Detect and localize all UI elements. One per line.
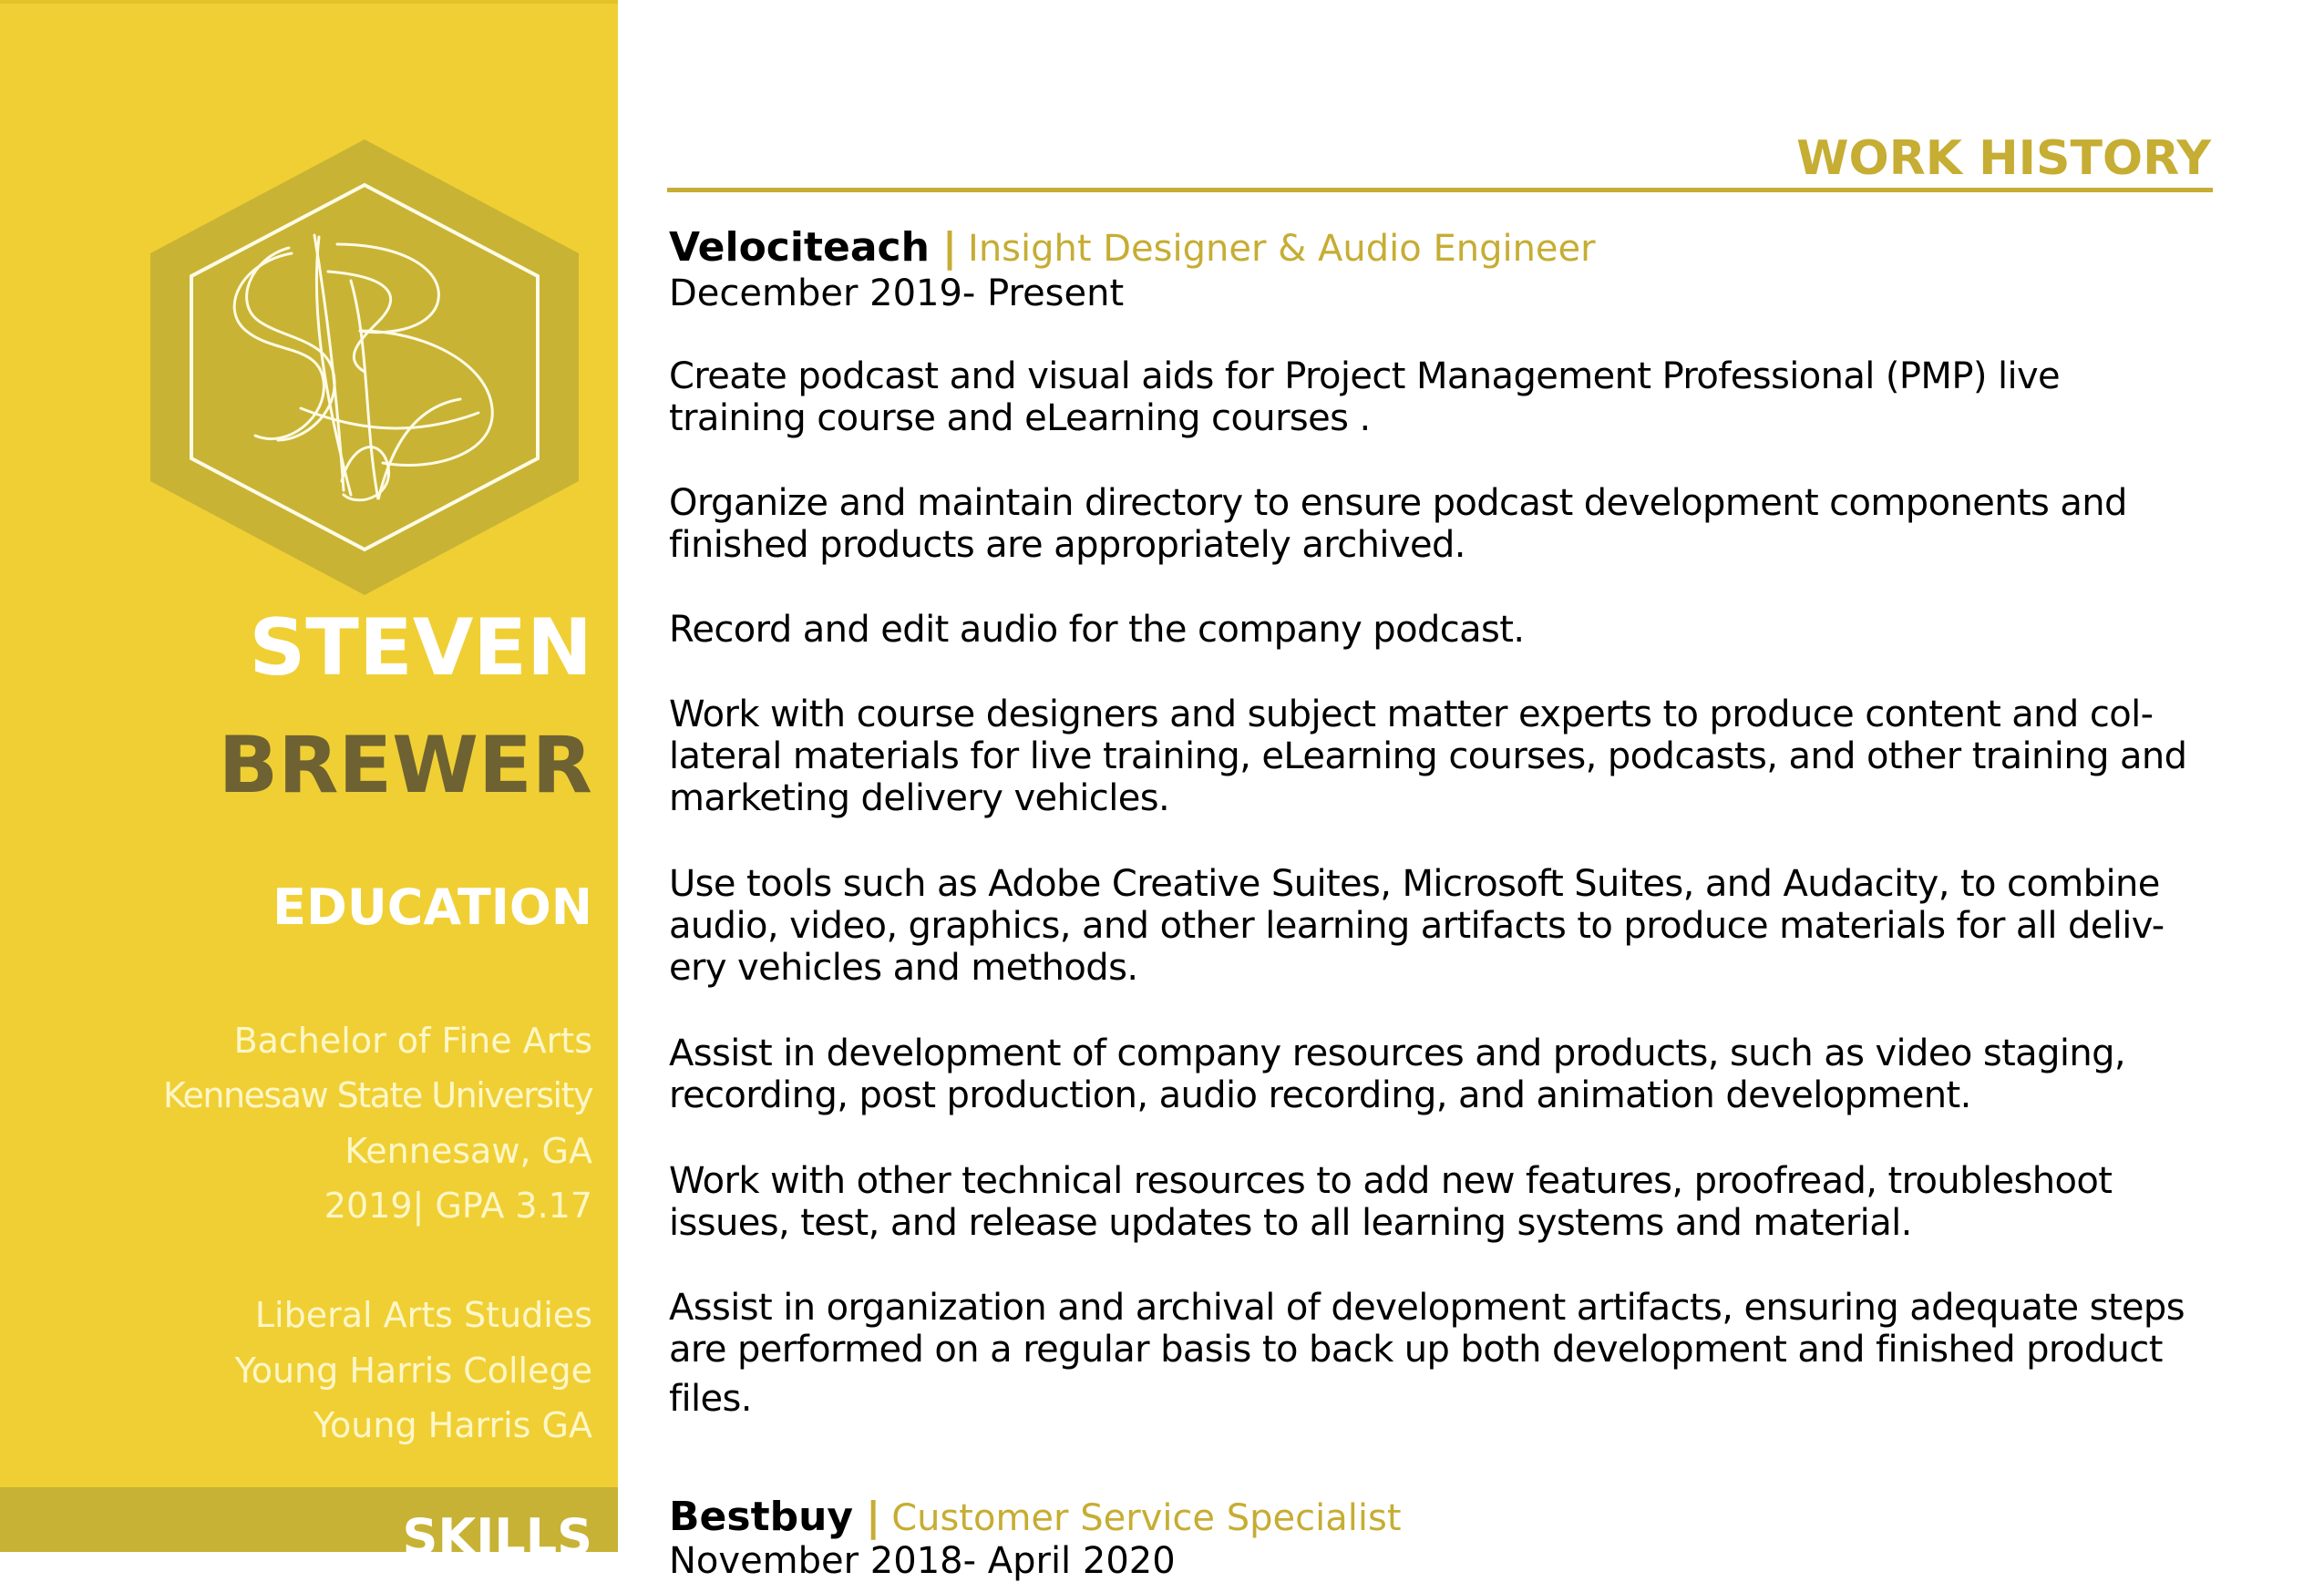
paragraph-line: training course and eLearning courses . (669, 397, 1371, 439)
paragraph-line: files. (669, 1378, 752, 1420)
paragraph-line: recording, post production, audio recording, and animation development. (669, 1074, 1971, 1116)
job-duty-paragraph (669, 355, 2218, 439)
first-name: STEVEN (249, 602, 592, 693)
education-heading: EDUCATION (273, 878, 592, 936)
paragraph-line: Assist in development of company resources and products, such as video staging, (669, 1032, 2126, 1074)
work-history-heading: WORK HISTORY (1796, 131, 2211, 186)
education-year-gpa: 2019| GPA 3.17 (324, 1186, 592, 1226)
job-title-line (669, 1494, 1402, 1540)
title-separator: | (941, 224, 958, 271)
paragraph-line: Work with course designers and subject matter experts to produce content and col- (669, 693, 2154, 735)
paragraph-line: Use tools such as Adobe Creative Suites, Microsoft Suites, and Audacity, to combine (669, 863, 2160, 905)
paragraph-line: are performed on a regular basis to back up both development and finished product (669, 1329, 2163, 1371)
paragraph-line: lateral materials for live training, eLearning courses, podcasts, and other training and (669, 735, 2187, 777)
paragraph-line: Record and edit audio for the company podcast. (669, 609, 1525, 651)
last-name: BREWER (218, 720, 592, 811)
paragraph-line: Work with other technical resources to add new features, proofread, troubleshoot (669, 1160, 2113, 1202)
skills-heading: SKILLS (402, 1508, 592, 1566)
title-separator: | (866, 1494, 881, 1540)
job-title-line (669, 224, 1596, 271)
sidebar (0, 0, 618, 1566)
paragraph-line: audio, video, graphics, and other learning artifacts to produce materials for all deliv- (669, 905, 2165, 947)
job-duty-paragraph (669, 1032, 2218, 1116)
work-history-divider (667, 188, 2213, 192)
education-degree: Liberal Arts Studies (254, 1295, 592, 1335)
paragraph-line: marketing delivery vehicles. (669, 777, 1170, 819)
education-school: Young Harris College (234, 1351, 592, 1391)
job-duty-paragraph (669, 482, 2218, 566)
sb-monogram-hexagon-logo (132, 135, 597, 600)
education-school: Kennesaw State University (162, 1075, 592, 1115)
paragraph-line: issues, test, and release updates to all learning systems and material. (669, 1202, 1912, 1244)
job-duty-paragraph (669, 1287, 2218, 1420)
job-role: Customer Service Specialist (891, 1497, 1402, 1539)
paragraph-line: Organize and maintain directory to ensure podcast development components and (669, 482, 2127, 524)
sidebar-top-edge (0, 0, 618, 4)
education-degree: Bachelor of Fine Arts (233, 1021, 592, 1061)
job-duty-paragraph (669, 693, 2218, 819)
job-dates: November 2018- April 2020 (669, 1540, 1176, 1582)
paragraph-line: ery vehicles and methods. (669, 947, 1138, 989)
company-name: Velociteach (669, 224, 930, 271)
job-duty-paragraph (669, 863, 2218, 989)
education-location: Kennesaw, GA (344, 1131, 592, 1171)
paragraph-line: finished products are appropriately archived. (669, 524, 1465, 566)
job-duty-paragraph (669, 609, 2218, 651)
job-duty-paragraph (669, 1160, 2218, 1244)
paragraph-line: Create podcast and visual aids for Project Management Professional (PMP) live (669, 355, 2061, 397)
company-name: Bestbuy (669, 1494, 854, 1540)
paragraph-line: Assist in organization and archival of development artifacts, ensuring adequate steps (669, 1287, 2185, 1329)
education-location: Young Harris GA (313, 1405, 592, 1445)
job-role: Insight Designer & Audio Engineer (968, 228, 1596, 270)
job-dates: December 2019- Present (669, 272, 1125, 314)
